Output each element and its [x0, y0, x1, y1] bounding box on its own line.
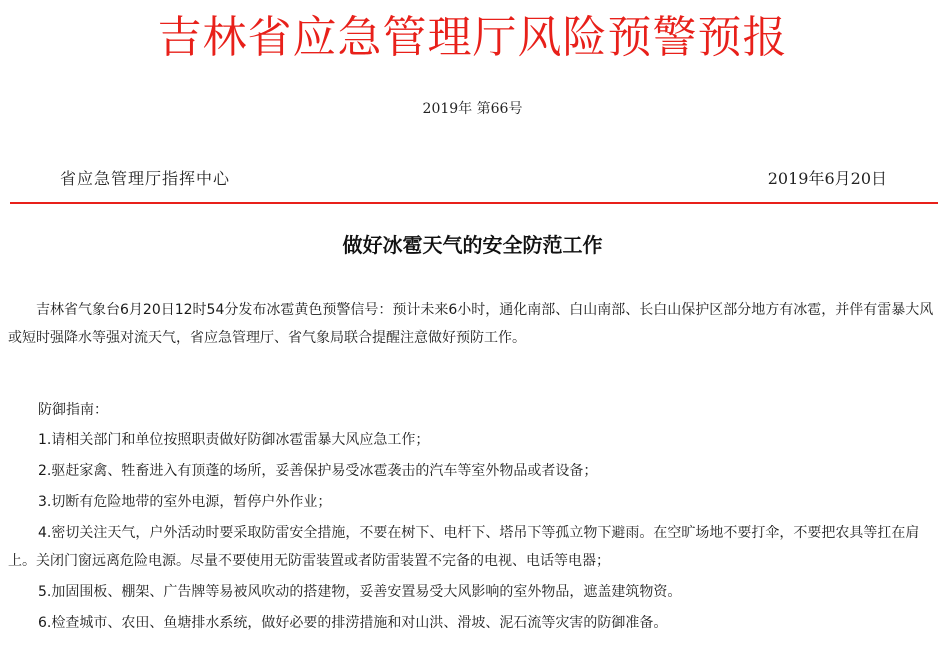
header-divider [10, 202, 938, 204]
issue-date: 2019年6月20日 [767, 169, 887, 188]
intro-paragraph: 吉林省气象台6月20日12时54分发布冰雹黄色预警信号：预计未来6小时，通化南部、白山南部、长白山保护区部分地方有冰雹，并伴有雷暴大风或短时强降水等强对流天气，省应急管理厅、省气象局联合提醒注意做好预防工作。 [8, 302, 934, 346]
guide-item: 4.密切关注天气，户外活动时要采取防雷安全措施，不要在树下、电杆下、塔吊下等孤立物下避雨。在空旷场地不要打伞，不要把农具等扛在肩上。关闭门窗远离危险电源。尽量不要使用无防雷装置或者防雷装置不完备的电视、电话等电器； [8, 525, 920, 569]
masthead-title: 吉林省应急管理厅风险预警预报 [157, 12, 788, 63]
issuer-name: 省应急管理厅指挥中心 [60, 169, 231, 188]
guide-item: 5.加固围板、棚架、广告牌等易被风吹动的搭建物，妥善安置易受大风影响的室外物品，遮盖建筑物资。 [38, 584, 682, 600]
document-title: 做好冰雹天气的安全防范工作 [342, 233, 603, 257]
issue-number: 2019年 第66号 [422, 101, 523, 117]
guide-item: 1.请相关部门和单位按照职责做好防御冰雹雷暴大风应急工作； [38, 432, 430, 448]
guide-item: 2.驱赶家禽、牲畜进入有顶蓬的场所，妥善保护易受冰雹袭击的汽车等室外物品或者设备； [38, 463, 598, 479]
guide-item: 6.检查城市、农田、鱼塘排水系统，做好必要的排涝措施和对山洪、滑坡、泥石流等灾害的防御准备。 [38, 615, 668, 631]
guide-item: 3.切断有危险地带的室外电源，暂停户外作业； [38, 494, 332, 510]
guide-heading: 防御指南： [38, 402, 108, 418]
guide-list [8, 426, 938, 640]
